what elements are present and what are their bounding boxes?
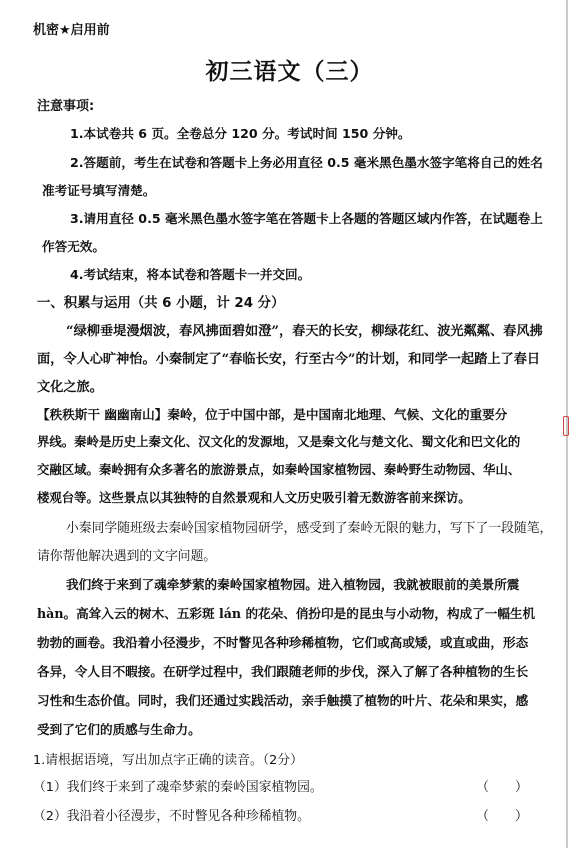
essay-line: hàn。高耸入云的树木、五彩斑 lán 的花朵、俏扮印是的昆虫与小动物，构成了一幅生机: [37, 606, 536, 621]
box-text-line: 交融区域。秦岭拥有众多著名的旅游景点，如秦岭国家植物园、秦岭野生动物园、华山、: [37, 462, 521, 477]
notice-heading: 注意事项:: [37, 99, 95, 114]
section-heading: 一、积累与运用（共 6 小题，计 24 分）: [37, 296, 285, 311]
essay-line: 习性和生态价值。同时，我们还通过实践活动，亲手触摸了植物的叶片、花朵和果实，感: [37, 693, 529, 708]
question-1-item: （2）我沿着小径漫步，不时瞥见各种珍稀植物。: [33, 809, 310, 824]
notice-line: 1.本试卷共 6 页。全卷总分 120 分。考试时间 150 分钟。: [70, 126, 411, 141]
page-title: 初三语文（三）: [205, 59, 374, 85]
question-1-item: （1）我们终于来到了魂牵梦萦的秦岭国家植物园。: [33, 780, 323, 795]
box-text: 秦岭，位于中国中部，是中国南北地理、气候、文化的重要分: [167, 407, 508, 422]
scroll-marker[interactable]: [563, 416, 569, 436]
notice-line: 3.请用直径 0.5 毫米黑色墨水签字笔在答题卡上各题的答题区域内作答，在试题卷上: [70, 211, 543, 226]
intro-line: 面，令人心旷神怡。小秦制定了“春临长安，行至古今”的计划，和同学一起踏上了春日: [37, 352, 541, 367]
essay-line: 我们终于来到了魂牵梦萦的秦岭国家植物园。进入植物园，我就被眼前的美景所震: [66, 577, 520, 592]
essay-line: 受到了它们的质感与生命力。: [37, 722, 201, 737]
box-paragraph-first-line: [37, 404, 507, 423]
essay-line: 勃勃的画卷。我沿着小径漫步，不时瞥见各种珍稀植物，它们或高或矮，或直或曲，形态: [37, 635, 529, 650]
question-1-prompt: 1.请根据语境，写出加点字正确的读音。（2分）: [33, 753, 303, 768]
answer-blank[interactable]: （ ）: [476, 780, 529, 795]
notice-line: 准考证号填写清楚。: [42, 183, 156, 198]
study-intro-line: 小秦同学随班级去秦岭国家植物园研学，感受到了秦岭无限的魅力，写下了一段随笔，: [66, 521, 553, 536]
notice-line: 4.考试结束，将本试卷和答题卡一并交回。: [70, 267, 311, 282]
box-text-line: 楼观台等。这些景点以其独特的自然景观和人文历史吸引着无数游客前来探访。: [37, 490, 471, 505]
answer-blank[interactable]: （ ）: [476, 809, 529, 824]
box-title: 【秩秩斯干 幽幽南山】: [37, 407, 168, 422]
confidential-label: 机密★启用前: [33, 23, 110, 38]
notice-line: 作答无效。: [42, 239, 105, 254]
box-text-line: 界线。秦岭是历史上秦文化、汉文化的发源地，又是秦文化与楚文化、蜀文化和巴文化的: [37, 434, 521, 449]
study-intro-line: 请你帮他解决遇到的文字问题。: [37, 549, 217, 564]
intro-line: “绿柳垂堤漫烟波，春风拂面碧如澄”，春天的长安，柳绿花红、波光粼粼、春风拂: [66, 324, 543, 339]
essay-line: 各异，令人目不暇接。在研学过程中，我们跟随老师的步伐，深入了解了各种植物的生长: [37, 664, 529, 679]
notice-line: 2.答题前，考生在试卷和答题卡上务必用直径 0.5 毫米黑色墨水签字笔将自己的姓名: [70, 155, 543, 170]
intro-line: 文化之旅。: [37, 380, 103, 395]
